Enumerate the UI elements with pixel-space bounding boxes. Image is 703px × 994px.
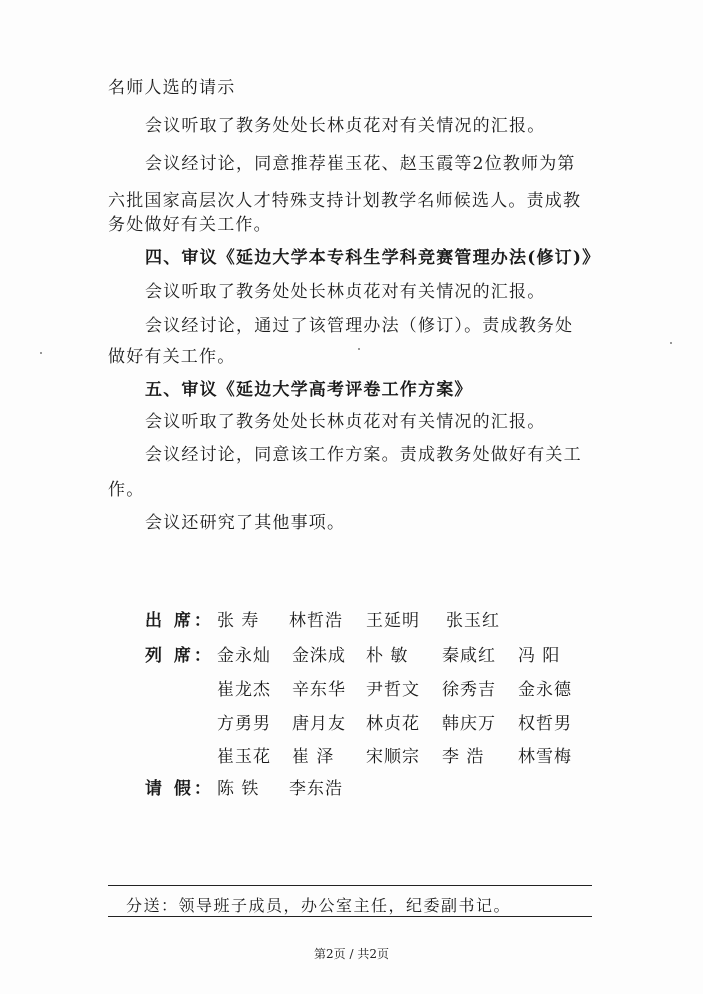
present-name: 张玉红 — [446, 611, 500, 631]
attending-name: 冯 阳 — [518, 646, 561, 666]
body-line: 六批国家高层次人才特殊支持计划教学名师候选人。责成教 — [108, 191, 582, 211]
scan-speck — [670, 342, 672, 344]
attending-name: 方勇男 — [217, 714, 271, 734]
body-line: 会议听取了教务处处长林贞花对有关情况的汇报。 — [145, 116, 546, 136]
attending-name: 崔龙杰 — [217, 680, 271, 700]
attending-name: 崔玉花 — [217, 747, 271, 767]
attending-name: 金洙成 — [292, 646, 346, 666]
leave-name: 李东浩 — [289, 779, 343, 799]
attending-name: 金永灿 — [217, 646, 271, 666]
attending-label: 列 席： — [145, 646, 214, 666]
body-line: 会议还研究了其他事项。 — [145, 513, 346, 533]
attending-name: 徐秀吉 — [442, 680, 496, 700]
page-number: 第2页 / 共2页 — [314, 947, 389, 961]
section-heading: 四、审议《延边大学本专科生学科竞赛管理办法(修订)》 — [145, 248, 601, 268]
section-heading: 五、审议《延边大学高考评卷工作方案》 — [145, 380, 473, 400]
present-name: 张 寿 — [217, 611, 260, 631]
attending-name: 唐月友 — [292, 714, 346, 734]
attending-name: 林雪梅 — [518, 747, 572, 767]
attending-name: 林贞花 — [366, 714, 420, 734]
body-line: 做好有关工作。 — [108, 347, 236, 367]
leave-label: 请 假： — [145, 779, 214, 799]
attending-name: 权哲男 — [518, 714, 572, 734]
body-line: 会议经讨论，同意推荐崔玉花、赵玉霞等2位教师为第 — [145, 154, 576, 174]
body-line: 作。 — [108, 480, 145, 500]
distribution-bottom-rule — [108, 916, 592, 917]
leave-name: 陈 铁 — [217, 779, 260, 799]
scan-speck — [40, 352, 42, 354]
body-line: 会议听取了教务处处长林贞花对有关情况的汇报。 — [145, 412, 546, 432]
attending-name: 韩庆万 — [442, 714, 496, 734]
distribution-top-rule — [108, 885, 592, 886]
present-label: 出 席： — [145, 611, 214, 631]
attending-name: 朴 敏 — [366, 646, 409, 666]
body-line: 会议经讨论，同意该工作方案。责成教务处做好有关工 — [145, 445, 582, 465]
present-name: 王延明 — [366, 611, 420, 631]
distribution-line: 分送：领导班子成员，办公室主任，纪委副书记。 — [126, 896, 512, 915]
attending-name: 秦咸红 — [442, 646, 496, 666]
scan-speck — [358, 348, 360, 350]
attending-name: 崔 泽 — [292, 747, 335, 767]
body-line: 会议听取了教务处处长林贞花对有关情况的汇报。 — [145, 282, 546, 302]
body-line: 务处做好有关工作。 — [108, 215, 272, 235]
attending-name: 李 浩 — [442, 747, 485, 767]
body-line: 名师人选的请示 — [108, 78, 236, 98]
attending-name: 宋顺宗 — [366, 747, 420, 767]
body-line: 会议经讨论，通过了该管理办法（修订）。责成教务处 — [145, 316, 574, 336]
attending-name: 金永德 — [518, 680, 572, 700]
attending-name: 尹哲文 — [366, 680, 420, 700]
present-name: 林哲浩 — [289, 611, 343, 631]
attending-name: 辛东华 — [292, 680, 346, 700]
